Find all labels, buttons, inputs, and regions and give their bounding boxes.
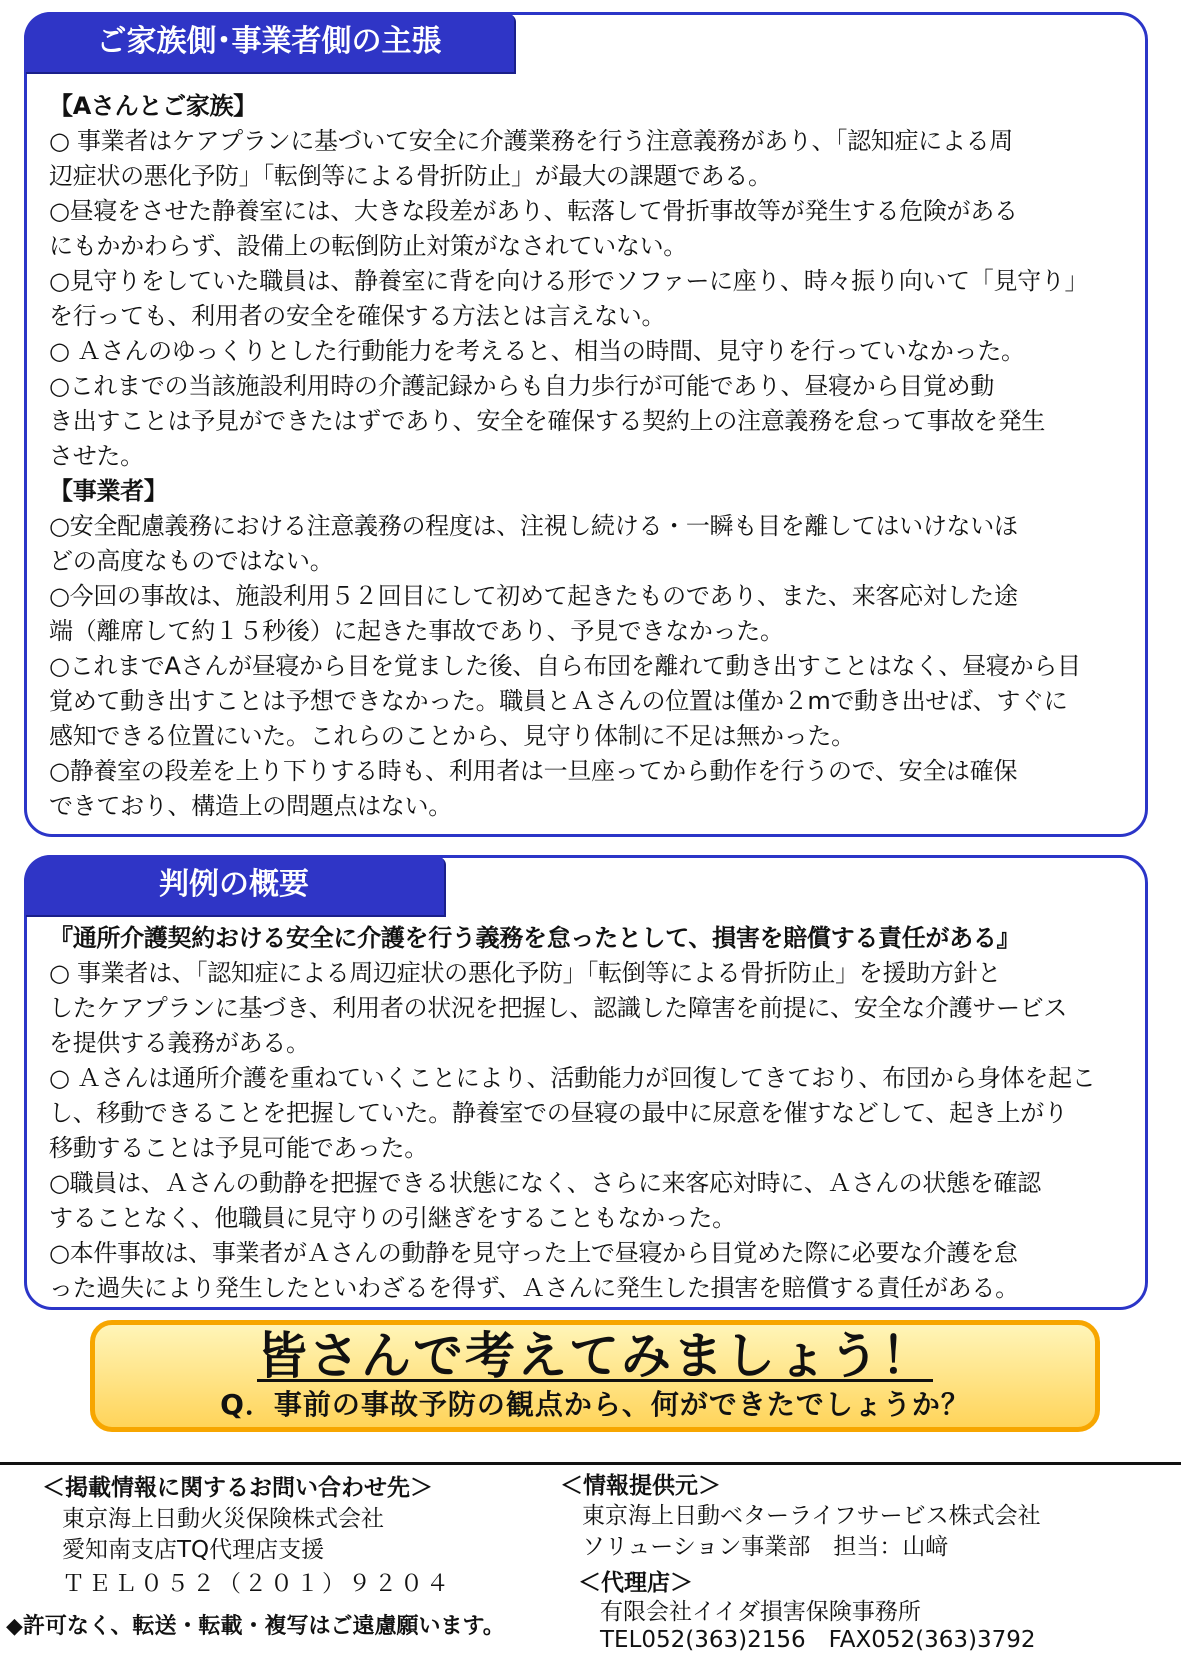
ruling-line: ○職員は、Ａさんの動静を把握できる状態になく、さらに来客応対時に、Ａさんの状態を確認 [49, 1169, 1041, 1197]
think-question: Q．事前の事故予防の観点から、何ができたでしょうか？ [220, 1388, 970, 1421]
operator-line: どの高度なものではない。 [49, 547, 334, 575]
operator-line: ○安全配慮義務における注意義務の程度は、注視し続ける・一瞬も目を離してはいけないほ [49, 512, 1018, 540]
contact-line: 東京海上日動火災保険株式会社 [62, 1506, 384, 1532]
think-box [90, 1320, 1100, 1432]
claims-heading: ご家族側･事業者側の主張 [24, 12, 514, 72]
ruling-line: ○ 事業者は、「認知症による周辺症状の悪化予防」「転倒等による骨折防止」を援助方針と [49, 959, 1001, 987]
family-line: させた。 [49, 442, 144, 470]
ruling-section [24, 855, 1148, 1310]
ruling-line: ○ Ａさんは通所介護を重ねていくことにより、活動能力が回復してきており、布団から身体を起こ [49, 1064, 1096, 1092]
family-line: を行っても、利用者の安全を確保する方法とは言えない。 [49, 302, 666, 330]
ruling-line: することなく、他職員に見守りの引継ぎをすることもなかった。 [49, 1204, 736, 1232]
family-line: にもかかわらず、設備上の転倒防止対策がなされていない。 [49, 232, 687, 260]
operator-line: ○今回の事故は、施設利用５２回目にして初めて起きたものであり、また、来客応対した途 [49, 582, 1018, 610]
operator-line: 端（離席して約１５秒後）に起きた事故であり、予見できなかった。 [49, 617, 784, 645]
agency-phone: TEL052(363)2156 FAX052(363)3792 [600, 1627, 1036, 1653]
ruling-line: し、移動できることを把握していた。静養室での昼寝の最中に尿意を催すなどして、起き上がり [49, 1099, 1068, 1127]
operator-line: 感知できる位置にいた。これらのことから、見守り体制に不足は無かった。 [49, 722, 855, 750]
contact-phone: ＴＥＬ０５２（２０１）９２０４ [62, 1571, 452, 1597]
family-line: ○昼寝をさせた静養室には、大きな段差があり、転落して骨折事故等が発生する危険がある [49, 197, 1018, 225]
claims-section [24, 12, 1148, 837]
agency-line: 有限会社イイダ損害保険事務所 [600, 1599, 921, 1625]
ruling-line: ○本件事故は、事業者がＡさんの動静を見守った上で昼寝から目覚めた際に必要な介護を怠 [49, 1239, 1018, 1267]
ruling-line: った過失により発生したといわざるを得ず、Ａさんに発生した損害を賠償する責任がある。 [49, 1274, 1019, 1302]
ruling-heading: 判例の概要 [24, 855, 444, 915]
family-line: ○ Ａさんのゆっくりとした行動能力を考えると、相当の時間、見守りを行っていなかった。 [49, 337, 1025, 365]
contact-heading: ＜掲載情報に関するお問い合わせ先＞ [42, 1475, 433, 1501]
ruling-line: 移動することは予見可能であった。 [49, 1134, 428, 1162]
contact-line: 愛知南支店TQ代理店支援 [62, 1537, 325, 1563]
operator-heading: 【事業者】 [49, 477, 168, 505]
provider-line: ソリューション事業部 担当：山﨑 [582, 1534, 949, 1560]
copy-notice: ◆許可なく、転送・転載・複写はご遠慮願います。 [6, 1614, 505, 1639]
operator-line: 覚めて動き出すことは予想できなかった。職員とＡさんの位置は僅か２mで動き出せば、すぐに [49, 687, 1068, 715]
think-title: 皆さんで考えてみましょう！ [257, 1327, 933, 1385]
ruling-summary: 『通所介護契約おける安全に介護を行う義務を怠ったとして、損害を賠償する責任がある』 [49, 924, 1021, 952]
family-line: き出すことは予見ができたはずであり、安全を確保する契約上の注意義務を怠って事故を発生 [49, 407, 1046, 435]
operator-line: ○これまでAさんが昼寝から目を覚ました後、自ら布団を離れて動き出すことはなく、昼寝から目 [49, 652, 1081, 680]
provider-line: 東京海上日動ベターライフサービス株式会社 [582, 1503, 1041, 1529]
provider-heading: ＜情報提供元＞ [560, 1473, 721, 1499]
operator-line: ○静養室の段差を上り下りする時も、利用者は一旦座ってから動作を行うので、安全は確保 [49, 757, 1018, 785]
family-heading: 【Aさんとご家族】 [49, 92, 257, 120]
family-line: ○これまでの当該施設利用時の介護記録からも自力歩行が可能であり、昼寝から目覚め動 [49, 372, 994, 400]
ruling-line: を提供する義務がある。 [49, 1029, 310, 1057]
family-line: 辺症状の悪化予防」「転倒等による骨折防止」が最大の課題である。 [49, 162, 772, 190]
operator-line: できており、構造上の問題点はない。 [49, 792, 452, 820]
footer-divider [0, 1462, 1181, 1465]
ruling-line: したケアプランに基づき、利用者の状況を把握し、認識した障害を前提に、安全な介護サービス [49, 994, 1068, 1022]
agency-heading: ＜代理店＞ [578, 1570, 693, 1596]
family-line: ○ 事業者はケアプランに基づいて安全に介護業務を行う注意義務があり、「認知症による周 [49, 127, 1013, 155]
family-line: ○見守りをしていた職員は、静養室に背を向ける形でソファーに座り、時々振り向いて「見守り」 [49, 267, 1089, 295]
